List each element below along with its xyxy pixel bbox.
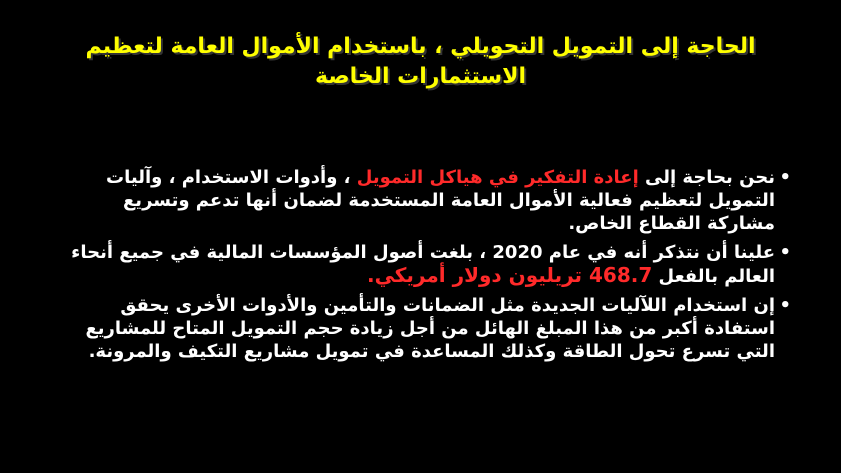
bullet-text: ، وأدوات الاستخدام ، وآليات التمويل لتعظيم فعالية الأموال العامة المستخدمة لضمان أنها تدعم وتسريع مشاركة القطاع الخاص.	[106, 167, 775, 234]
bullet-item	[60, 241, 791, 288]
bullet-text: نحن بحاجة إلى	[638, 167, 775, 188]
bullet-text: إن استخدام اللآليات الجديدة مثل الضمانات والتأمين والأدوات الأخرى يحقق استفادة أكبر من هذا المبلغ الهائل من أجل زيادة حجم التمويل المتاح للمشاريع التي تسرع تحول الطاقة وكذلك المساعدة في تمويل مشاريع التكيف والمرونة.	[85, 295, 775, 362]
bullet-highlight: إعادة التفكير في هياكل التمويل	[356, 167, 639, 188]
bullet-icon: •	[779, 295, 791, 316]
bullet-text: علينا أن نتذكر أنه في عام 2020 ، بلغت أصول المؤسسات المالية في جميع أنحاء العالم بالفعل	[71, 242, 775, 287]
bullet-icon: •	[779, 242, 791, 263]
bullet-item	[60, 294, 791, 363]
slide-title: الحاجة إلى التمويل التحويلي ، باستخدام الأموال العامة لتعظيم الاستثمارات الخاصة	[85, 34, 756, 89]
bullet-highlight: 468.7 تريليون دولار أمريكي.	[366, 263, 653, 287]
bullet-icon: •	[779, 167, 791, 188]
bullet-list	[60, 166, 791, 369]
bullet-item	[60, 166, 791, 235]
